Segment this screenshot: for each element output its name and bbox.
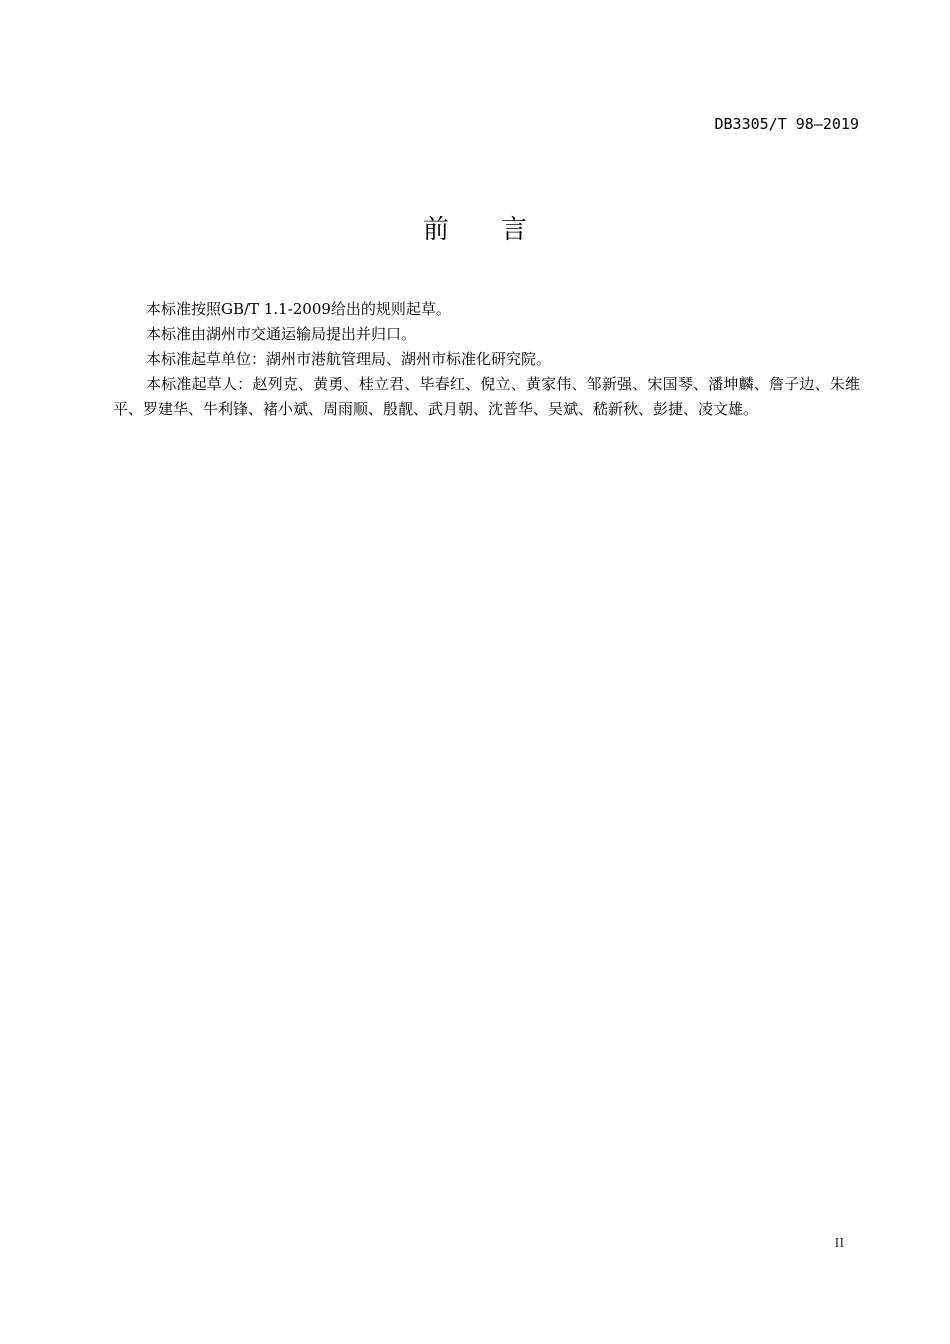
paragraph-drafters: 本标准起草人：赵列克、黄勇、桂立君、毕春红、倪立、黄家伟、邹新强、宋国琴、潘坤麟、詹子边、朱维平、罗建华、牛利锋、褚小斌、周雨顺、殷靓、武月朝、沈普华、吴斌、嵇新秋、彭捷、凌文雄。 xyxy=(113,375,860,418)
page-number: II xyxy=(834,1236,844,1251)
paragraph-drafting-rules: 本标准按照GB/T 1.1-2009给出的规则起草。 xyxy=(146,300,451,318)
document-code: DB3305/T 98—2019 xyxy=(714,115,859,133)
paragraph-proposer: 本标准由湖州市交通运输局提出并归口。 xyxy=(146,325,417,343)
foreword-body xyxy=(113,297,860,422)
paragraph-drafting-units: 本标准起草单位：湖州市港航管理局、湖州市标准化研究院。 xyxy=(146,350,552,368)
section-title-foreword: 前 言 xyxy=(422,215,527,245)
